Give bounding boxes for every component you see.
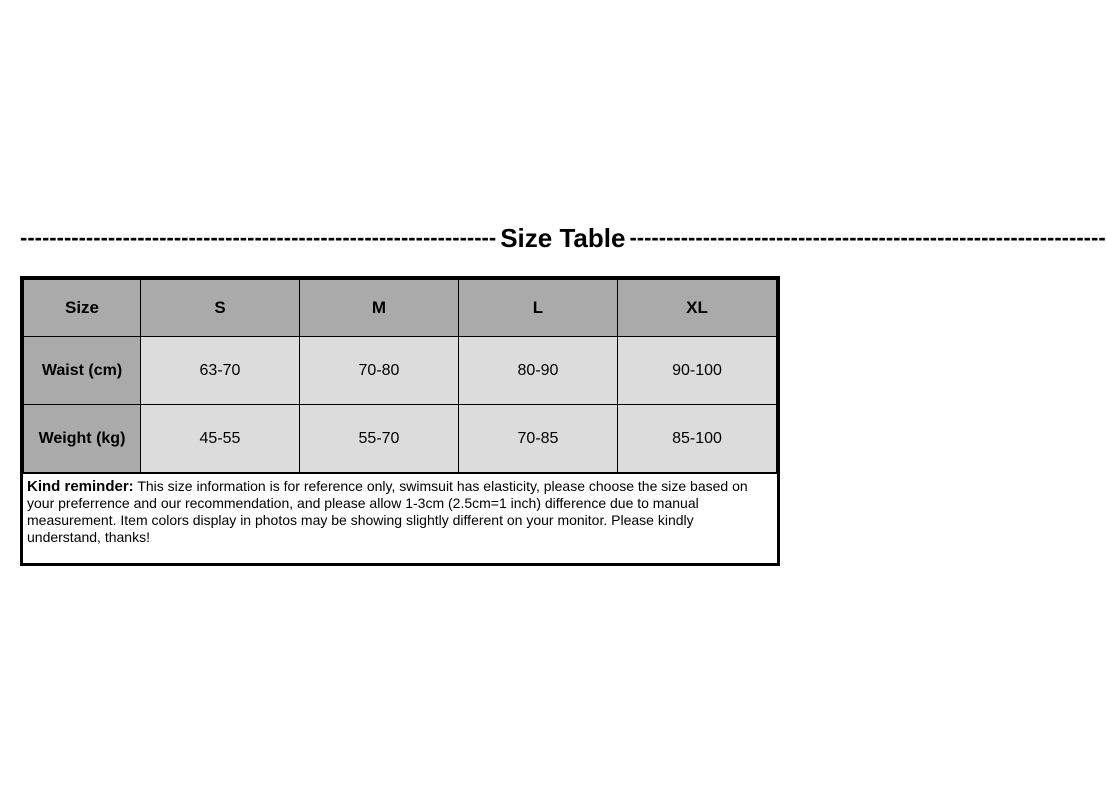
- title-dash-right: -----------------------------------------------------------------: [629, 225, 1106, 250]
- header-cell-s: S: [141, 280, 300, 337]
- table-cell: 70-85: [459, 405, 618, 473]
- header-cell-size: Size: [24, 280, 141, 337]
- table-row-weight: [24, 405, 777, 473]
- table-cell: 90-100: [618, 337, 777, 405]
- size-table: [23, 279, 777, 473]
- header-cell-xl: XL: [618, 280, 777, 337]
- size-chart: [20, 276, 780, 566]
- table-cell: 45-55: [141, 405, 300, 473]
- table-row-waist: [24, 337, 777, 405]
- table-cell: 85-100: [618, 405, 777, 473]
- table-cell: 70-80: [300, 337, 459, 405]
- table-cell: 55-70: [300, 405, 459, 473]
- page-title: Size Table: [500, 223, 626, 253]
- reminder-text: This size information is for reference only, swimsuit has elasticity, please choose the size based on your preferrence and our recommendation, and please allow 1-3cm (2.5cm=1 inch) difference due to manual measurement. Item colors display in photos may be showing slightly different on your monitor. Please kindly understand, thanks!: [27, 478, 748, 545]
- header-cell-l: L: [459, 280, 618, 337]
- row-label-weight: Weight (kg): [24, 405, 141, 473]
- size-table-title: [20, 220, 1106, 256]
- reminder-label: Kind reminder:: [27, 478, 134, 495]
- kind-reminder: [23, 473, 777, 546]
- row-label-waist: Waist (cm): [24, 337, 141, 405]
- title-dash-left: -----------------------------------------------------------------: [20, 225, 497, 250]
- table-cell: 80-90: [459, 337, 618, 405]
- table-cell: 63-70: [141, 337, 300, 405]
- header-cell-m: M: [300, 280, 459, 337]
- table-header-row: [24, 280, 777, 337]
